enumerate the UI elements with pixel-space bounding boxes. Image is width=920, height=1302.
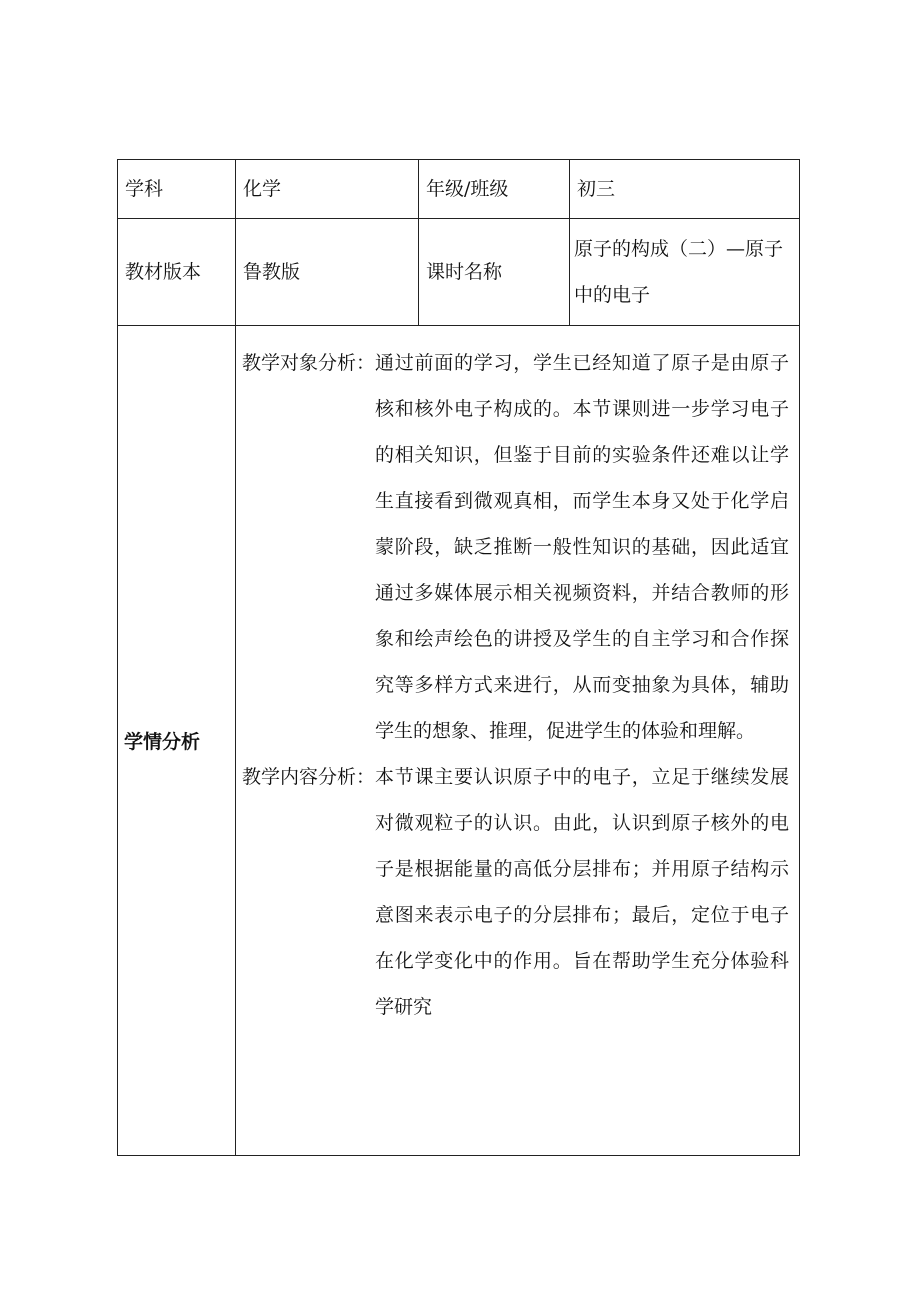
content-analysis-text: 本节课主要认识原子中的电子，立足于继续发展对微观粒子的认识。由此，认识到原子核外的电子是根据能量的高低分层排布；并用原子结构示意图来表示电子的分层排布；最后，定位于电子在化学变化中的作用。旨在帮助学生充分体验科学研究 — [375, 766, 789, 1018]
content-analysis-section — [242, 754, 789, 1030]
lesson-label: 课时名称 — [426, 260, 503, 283]
cell-subject-value — [236, 160, 419, 219]
content-analysis-title: 教学内容分析： — [242, 766, 376, 788]
grade-value: 初三 — [577, 177, 616, 200]
cell-subject-label — [118, 160, 236, 219]
cell-grade-label — [419, 160, 570, 219]
cell-edition-label — [118, 219, 236, 326]
object-analysis-title: 教学对象分析： — [242, 352, 376, 374]
analysis-content — [236, 326, 799, 1030]
cell-analysis-label — [118, 326, 236, 1156]
grade-label: 年级/班级 — [426, 177, 509, 200]
subject-label: 学科 — [125, 177, 164, 200]
subject-value: 化学 — [243, 177, 282, 200]
table-row-edition — [118, 219, 800, 326]
object-analysis-section — [242, 340, 789, 754]
edition-value: 鲁教版 — [243, 260, 301, 283]
table-row-analysis — [118, 326, 800, 1156]
cell-grade-value — [570, 160, 800, 219]
cell-lesson-label — [419, 219, 570, 326]
table-row-subject — [118, 160, 800, 219]
lesson-plan-table — [117, 159, 800, 1156]
cell-lesson-value — [570, 219, 800, 326]
object-analysis-text: 通过前面的学习，学生已经知道了原子是由原子核和核外电子构成的。本节课则进一步学习电子的相关知识，但鉴于目前的实验条件还难以让学生直接看到微观真相，而学生本身又处于化学启蒙阶段，缺乏推断一般性知识的基础，因此适宜通过多媒体展示相关视频资料，并结合教师的形象和绘声绘色的讲授及学生的自主学习和合作探究等多样方式来进行，从而变抽象为具体，辅助学生的想象、推理，促进学生的体验和理解。 — [375, 352, 789, 742]
cell-edition-value — [236, 219, 419, 326]
edition-label: 教材版本 — [125, 260, 202, 283]
lesson-value: 原子的构成（二）—原子中的电子 — [574, 238, 784, 306]
cell-analysis-content — [236, 326, 800, 1156]
analysis-label: 学情分析 — [124, 731, 201, 753]
